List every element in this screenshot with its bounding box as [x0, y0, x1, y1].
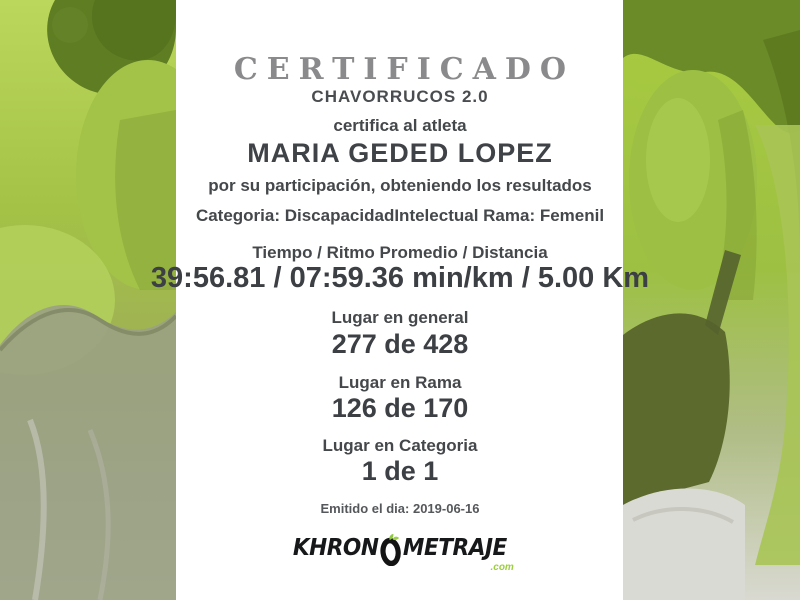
place-general-label: Lugar en general	[331, 308, 469, 327]
certificate-title: CERTIFICADO	[233, 52, 576, 87]
intro-line: certifica al atleta	[333, 116, 467, 135]
issued-date-line: Emitido el dia: 2019-06-16	[320, 501, 480, 516]
logo-text-left: KHRON	[292, 535, 379, 561]
athlete-name: MARIA GEDED LOPEZ	[247, 138, 553, 168]
place-rama-value: 126 de 170	[331, 393, 469, 423]
stopwatch-o-icon	[380, 532, 403, 566]
category-rama-line: Categoria: DiscapacidadIntelectual Rama: Femenil	[195, 206, 605, 225]
khronometraje-logo	[0, 531, 800, 573]
place-category-label: Lugar en Categoria	[322, 436, 478, 455]
logo-domain-suffix: .com	[490, 562, 514, 573]
place-category-value: 1 de 1	[361, 456, 439, 486]
metrics-label: Tiempo / Ritmo Promedio / Distancia	[252, 243, 548, 262]
place-general-value: 277 de 428	[331, 329, 469, 359]
metrics-value: 39:56.81 / 07:59.36 min/km / 5.00 Km	[150, 262, 650, 294]
logo-text-right: METRAJE	[403, 535, 507, 561]
participation-line: por su participación, obteniendo los resultados	[208, 176, 592, 195]
event-name: CHAVORRUCOS 2.0	[311, 87, 489, 106]
place-rama-label: Lugar en Rama	[338, 373, 462, 392]
